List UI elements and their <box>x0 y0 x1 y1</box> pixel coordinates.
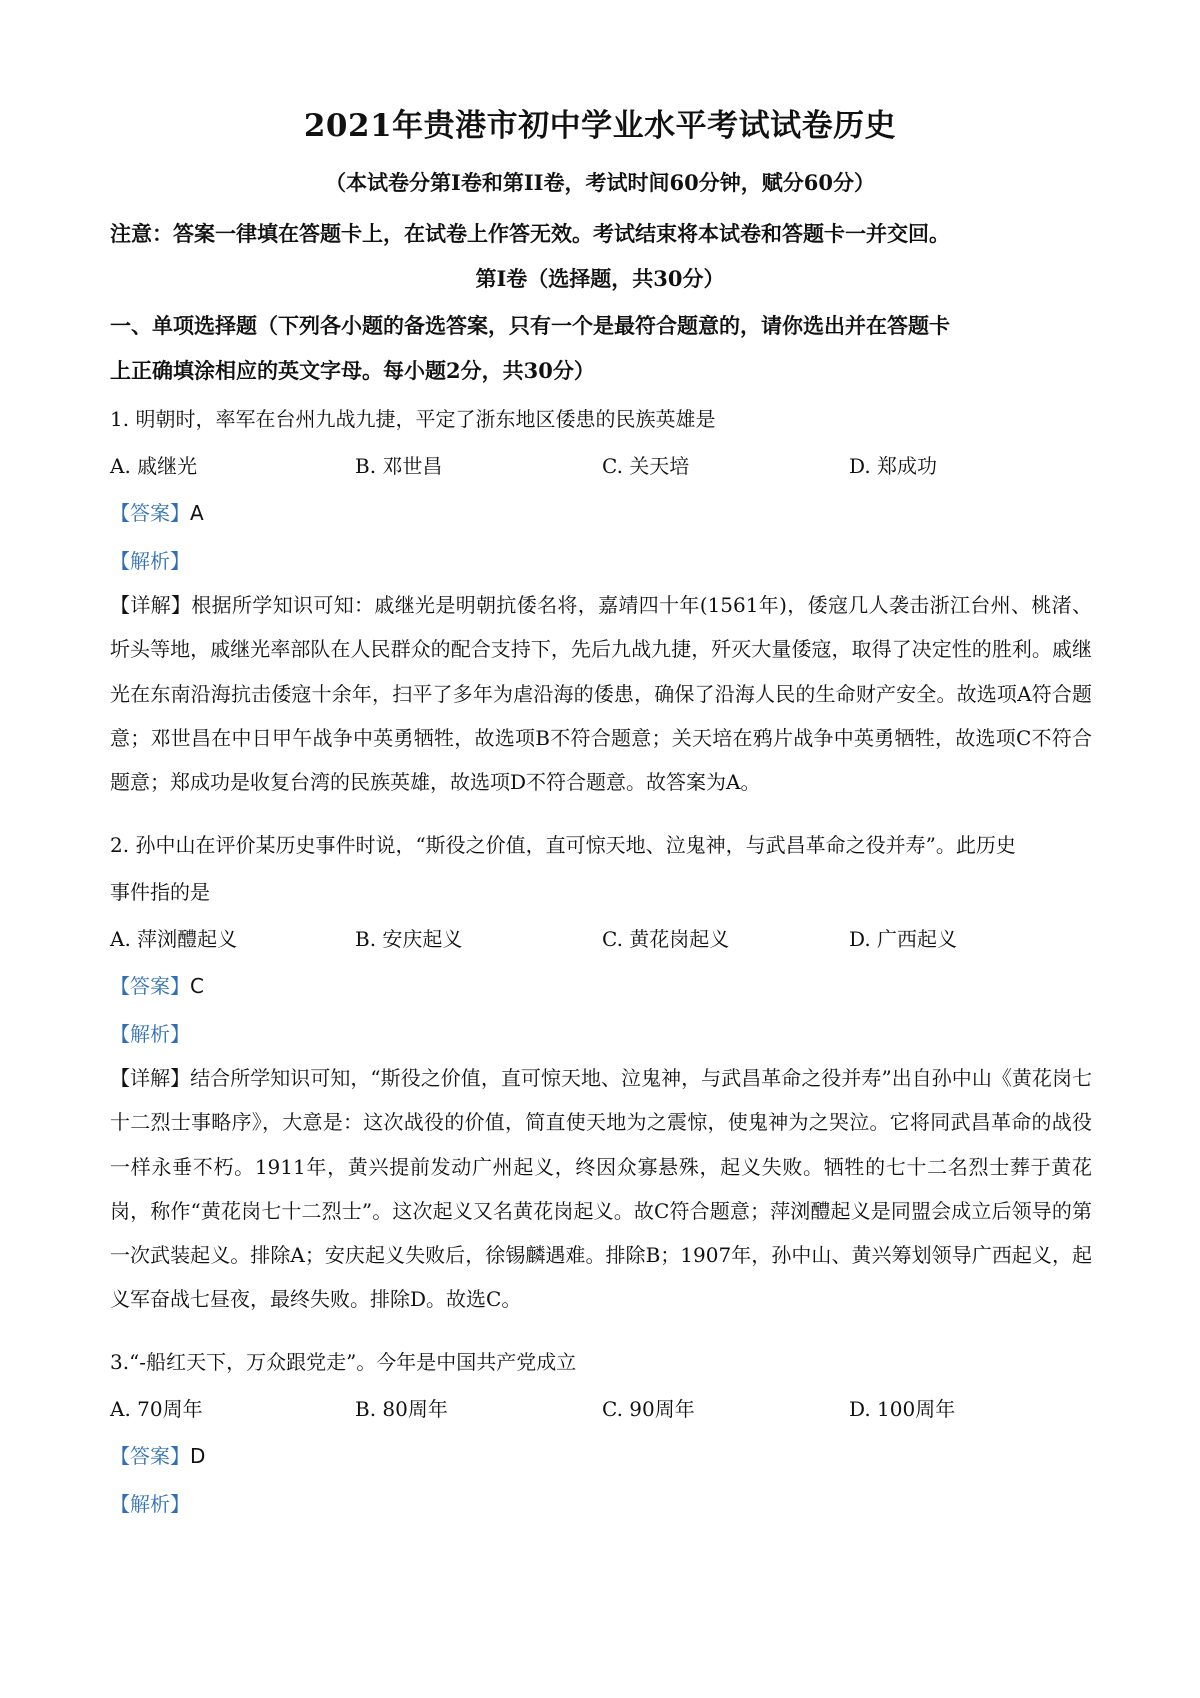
answer-value: A <box>190 501 204 525</box>
question-3-analysis-tag: 【解析】 <box>110 1492 190 1516</box>
question-1-option-b: B. 邓世昌 <box>355 454 443 478</box>
section-title: 第Ⅰ卷（选择题，共30分） <box>475 266 725 291</box>
exam-notice: 注意：答案一律填在答题卡上，在试卷上作答无效。考试结束将本试卷和答题卡一并交回。 <box>110 221 950 246</box>
exam-subtitle: （本试卷分第Ⅰ卷和第II卷，考试时间60分钟，赋分60分） <box>325 170 875 195</box>
question-2-option-b: B. 安庆起义 <box>355 927 463 951</box>
question-2-analysis-tag: 【解析】 <box>110 1022 190 1046</box>
question-3-option-d: D. 100周年 <box>849 1397 956 1421</box>
question-3-option-c: C. 90周年 <box>602 1397 695 1421</box>
instruction-line-2: 上正确填涂相应的英文字母。每小题2分，共30分） <box>110 358 595 383</box>
question-1-option-a: A. 戚继光 <box>110 454 198 478</box>
question-2-option-d: D. 广西起义 <box>849 927 958 951</box>
question-1-option-d: D. 郑成功 <box>849 454 938 478</box>
question-1-stem: 1. 明朝时，率军在台州九战九捷，平定了浙东地区倭患的民族英雄是 <box>110 407 716 431</box>
answer-tag: 【答案】 <box>110 501 190 525</box>
question-3-stem: 3.“-船红天下，万众跟党走”。今年是中国共产党成立 <box>110 1350 577 1374</box>
question-1-detail: 【详解】根据所学知识可知：戚继光是明朝抗倭名将，嘉靖四十年(1561年)，倭寇几人袭击浙江台州、桃渚、圻头等地，戚继光率部队在人民群众的配合支持下，先后九战九捷，歼灭大量倭寇，取得了决定性的胜利。戚继光在东南沿海抗击倭寇十余年，扫平了多年为虐沿海的倭患，确保了沿海人民的生命财产安全。故选项A符合题意；邓世昌在中日甲午战争中英勇牺牲，故选项B不符合题意；关天培在鸦片战争中英勇牺牲，故选项C不符合题意；郑成功是收复台湾的民族英雄，故选项D不符合题意。故答案为A。 <box>110 593 1092 795</box>
question-3-answer <box>110 1440 205 1469</box>
page-title: 2021年贵港市初中学业水平考试试卷历史 <box>303 108 897 144</box>
question-3-option-a: A. 70周年 <box>110 1397 203 1421</box>
question-3-option-b: B. 80周年 <box>355 1397 448 1421</box>
question-2-option-a: A. 萍浏醴起义 <box>110 927 238 951</box>
question-2-option-c: C. 黄花岗起义 <box>602 927 730 951</box>
question-2-stem-line-1: 2. 孙中山在评价某历史事件时说，“斯役之价值，直可惊天地、泣鬼神，与武昌革命之役并寿”。此历史 <box>110 833 1016 857</box>
answer-value: C <box>190 974 204 998</box>
question-2-answer <box>110 970 204 999</box>
question-1-analysis-tag: 【解析】 <box>110 549 190 573</box>
question-1-option-c: C. 关天培 <box>602 454 690 478</box>
answer-value: D <box>190 1444 206 1468</box>
question-1-answer <box>110 497 204 526</box>
question-2-detail: 【详解】结合所学知识可知，“斯役之价值，直可惊天地、泣鬼神，与武昌革命之役并寿”出自孙中山《黄花岗七十二烈士事略序》，大意是：这次战役的价值，简直使天地为之震惊，使鬼神为之哭泣。它将同武昌革命的战役一样永垂不朽。1911年，黄兴提前发动广州起义，终因众寡悬殊，起义失败。牺牲的七十二名烈士葬于黄花岗，称作“黄花岗七十二烈士”。这次起义又名黄花岗起义。故C符合题意；萍浏醴起义是同盟会成立后领导的第一次武装起义。排除A；安庆起义失败后，徐锡麟遇难。排除B；1907年，孙中山、黄兴筹划领导广西起义，起义军奋战七昼夜，最终失败。排除D。故选C。 <box>110 1066 1092 1312</box>
question-2-stem-line-2: 事件指的是 <box>110 880 210 904</box>
answer-tag: 【答案】 <box>110 974 190 998</box>
instruction-line-1: 一、单项选择题（下列各小题的备选答案，只有一个是最符合题意的，请你选出并在答题卡 <box>110 313 950 338</box>
answer-tag: 【答案】 <box>110 1444 190 1468</box>
